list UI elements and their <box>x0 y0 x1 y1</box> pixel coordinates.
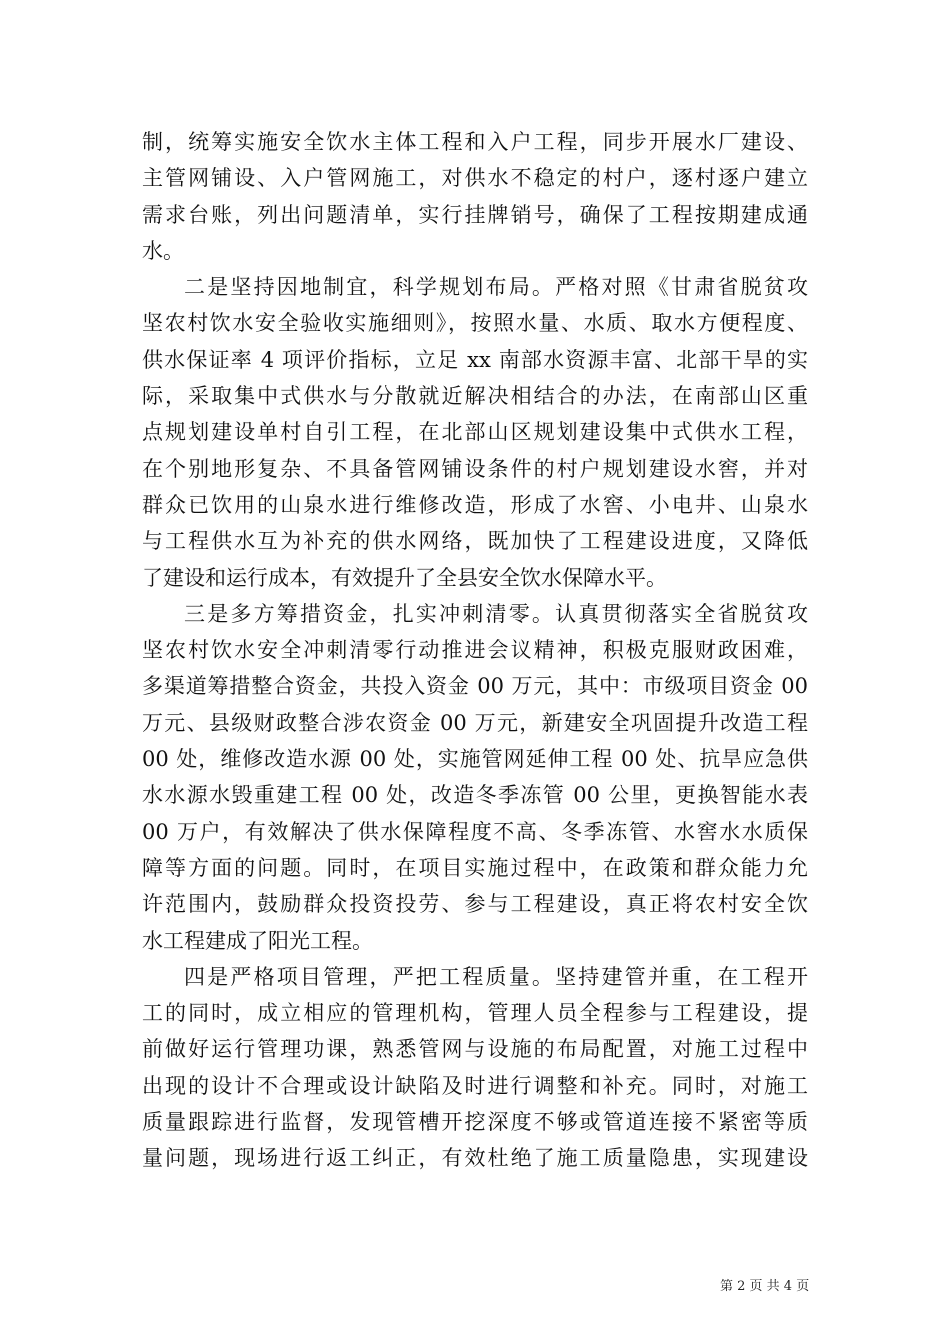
text-line: 水工程建成了阳光工程。 <box>142 928 373 953</box>
text-line: 需求台账，列出问题清单，实行挂牌销号，确保了工程按期建成通 <box>142 202 808 227</box>
text-line: 与工程供水互为补充的供水网络，既加快了工程建设进度，又降低 <box>142 529 808 554</box>
text-line: 水水源水毁重建工程 00 处，改造冬季冻管 00 公里，更换智能水表 <box>142 783 808 808</box>
paragraph-1 <box>142 124 808 269</box>
text-line: 坚农村饮水安全冲刺清零行动推进会议精神，积极克服财政困难， <box>142 638 808 663</box>
text-line: 主管网铺设、入户管网施工，对供水不稳定的村户，逐村逐户建立 <box>142 166 808 191</box>
text-line: 00 万户，有效解决了供水保障程度不高、冬季冻管、水窖水水质保 <box>142 819 808 844</box>
text-line: 质量跟踪进行监督，发现管槽开挖深度不够或管道连接不紧密等质 <box>142 1110 808 1135</box>
text-line: 点规划建设单村自引工程，在北部山区规划建设集中式供水工程， <box>142 420 808 445</box>
text-line: 供水保证率 4 项评价指标，立足 xx 南部水资源丰富、北部干旱的实 <box>142 347 808 372</box>
text-line: 在个别地形复杂、不具备管网铺设条件的村户规划建设水窖，并对 <box>142 456 808 481</box>
text-line: 多渠道筹措整合资金，共投入资金 00 万元，其中：市级项目资金 00 <box>142 674 808 699</box>
text-line: 水。 <box>142 238 184 263</box>
text-line: 工的同时，成立相应的管理机构，管理人员全程参与工程建设，提 <box>142 1001 808 1026</box>
text-line: 制，统筹实施安全饮水主体工程和入户工程，同步开展水厂建设、 <box>142 130 808 154</box>
text-line: 万元、县级财政整合涉农资金 00 万元，新建安全巩固提升改造工程 <box>142 710 808 735</box>
text-line: 坚农村饮水安全验收实施细则》，按照水量、水质、取水方便程度、 <box>142 311 808 336</box>
text-line: 四是严格项目管理，严把工程质量。坚持建管并重，在工程开 <box>184 964 808 989</box>
paragraph-2 <box>142 269 808 596</box>
text-line: 00 处，维修改造水源 00 处，实施管网延伸工程 00 处、抗旱应急供 <box>142 747 808 772</box>
text-line: 量问题，现场进行返工纠正，有效杜绝了施工质量隐患，实现建设 <box>142 1146 808 1171</box>
paragraph-3 <box>142 596 808 959</box>
text-line: 群众已饮用的山泉水进行维修改造，形成了水窖、小电井、山泉水 <box>142 492 808 517</box>
text-line: 出现的设计不合理或设计缺陷及时进行调整和补充。同时，对施工 <box>142 1073 808 1098</box>
page-number: 第 2 页 共 4 页 <box>720 1279 810 1294</box>
text-line: 三是多方筹措资金，扎实冲刺清零。认真贯彻落实全省脱贫攻 <box>184 601 808 626</box>
text-line: 许范围内，鼓励群众投资投劳、参与工程建设，真正将农村安全饮 <box>142 892 808 917</box>
text-line: 二是坚持因地制宜，科学规划布局。严格对照《甘肃省脱贫攻 <box>184 275 808 300</box>
text-line: 际，采取集中式供水与分散就近解决相结合的办法，在南部山区重 <box>142 384 808 409</box>
text-line: 了建设和运行成本，有效提升了全县安全饮水保障水平。 <box>142 565 667 590</box>
text-line: 前做好运行管理功课，熟悉管网与设施的布局配置，对施工过程中 <box>142 1037 808 1062</box>
text-line: 障等方面的问题。同时，在项目实施过程中，在政策和群众能力允 <box>142 855 808 880</box>
document-body <box>142 124 808 1177</box>
paragraph-4 <box>142 959 808 1177</box>
